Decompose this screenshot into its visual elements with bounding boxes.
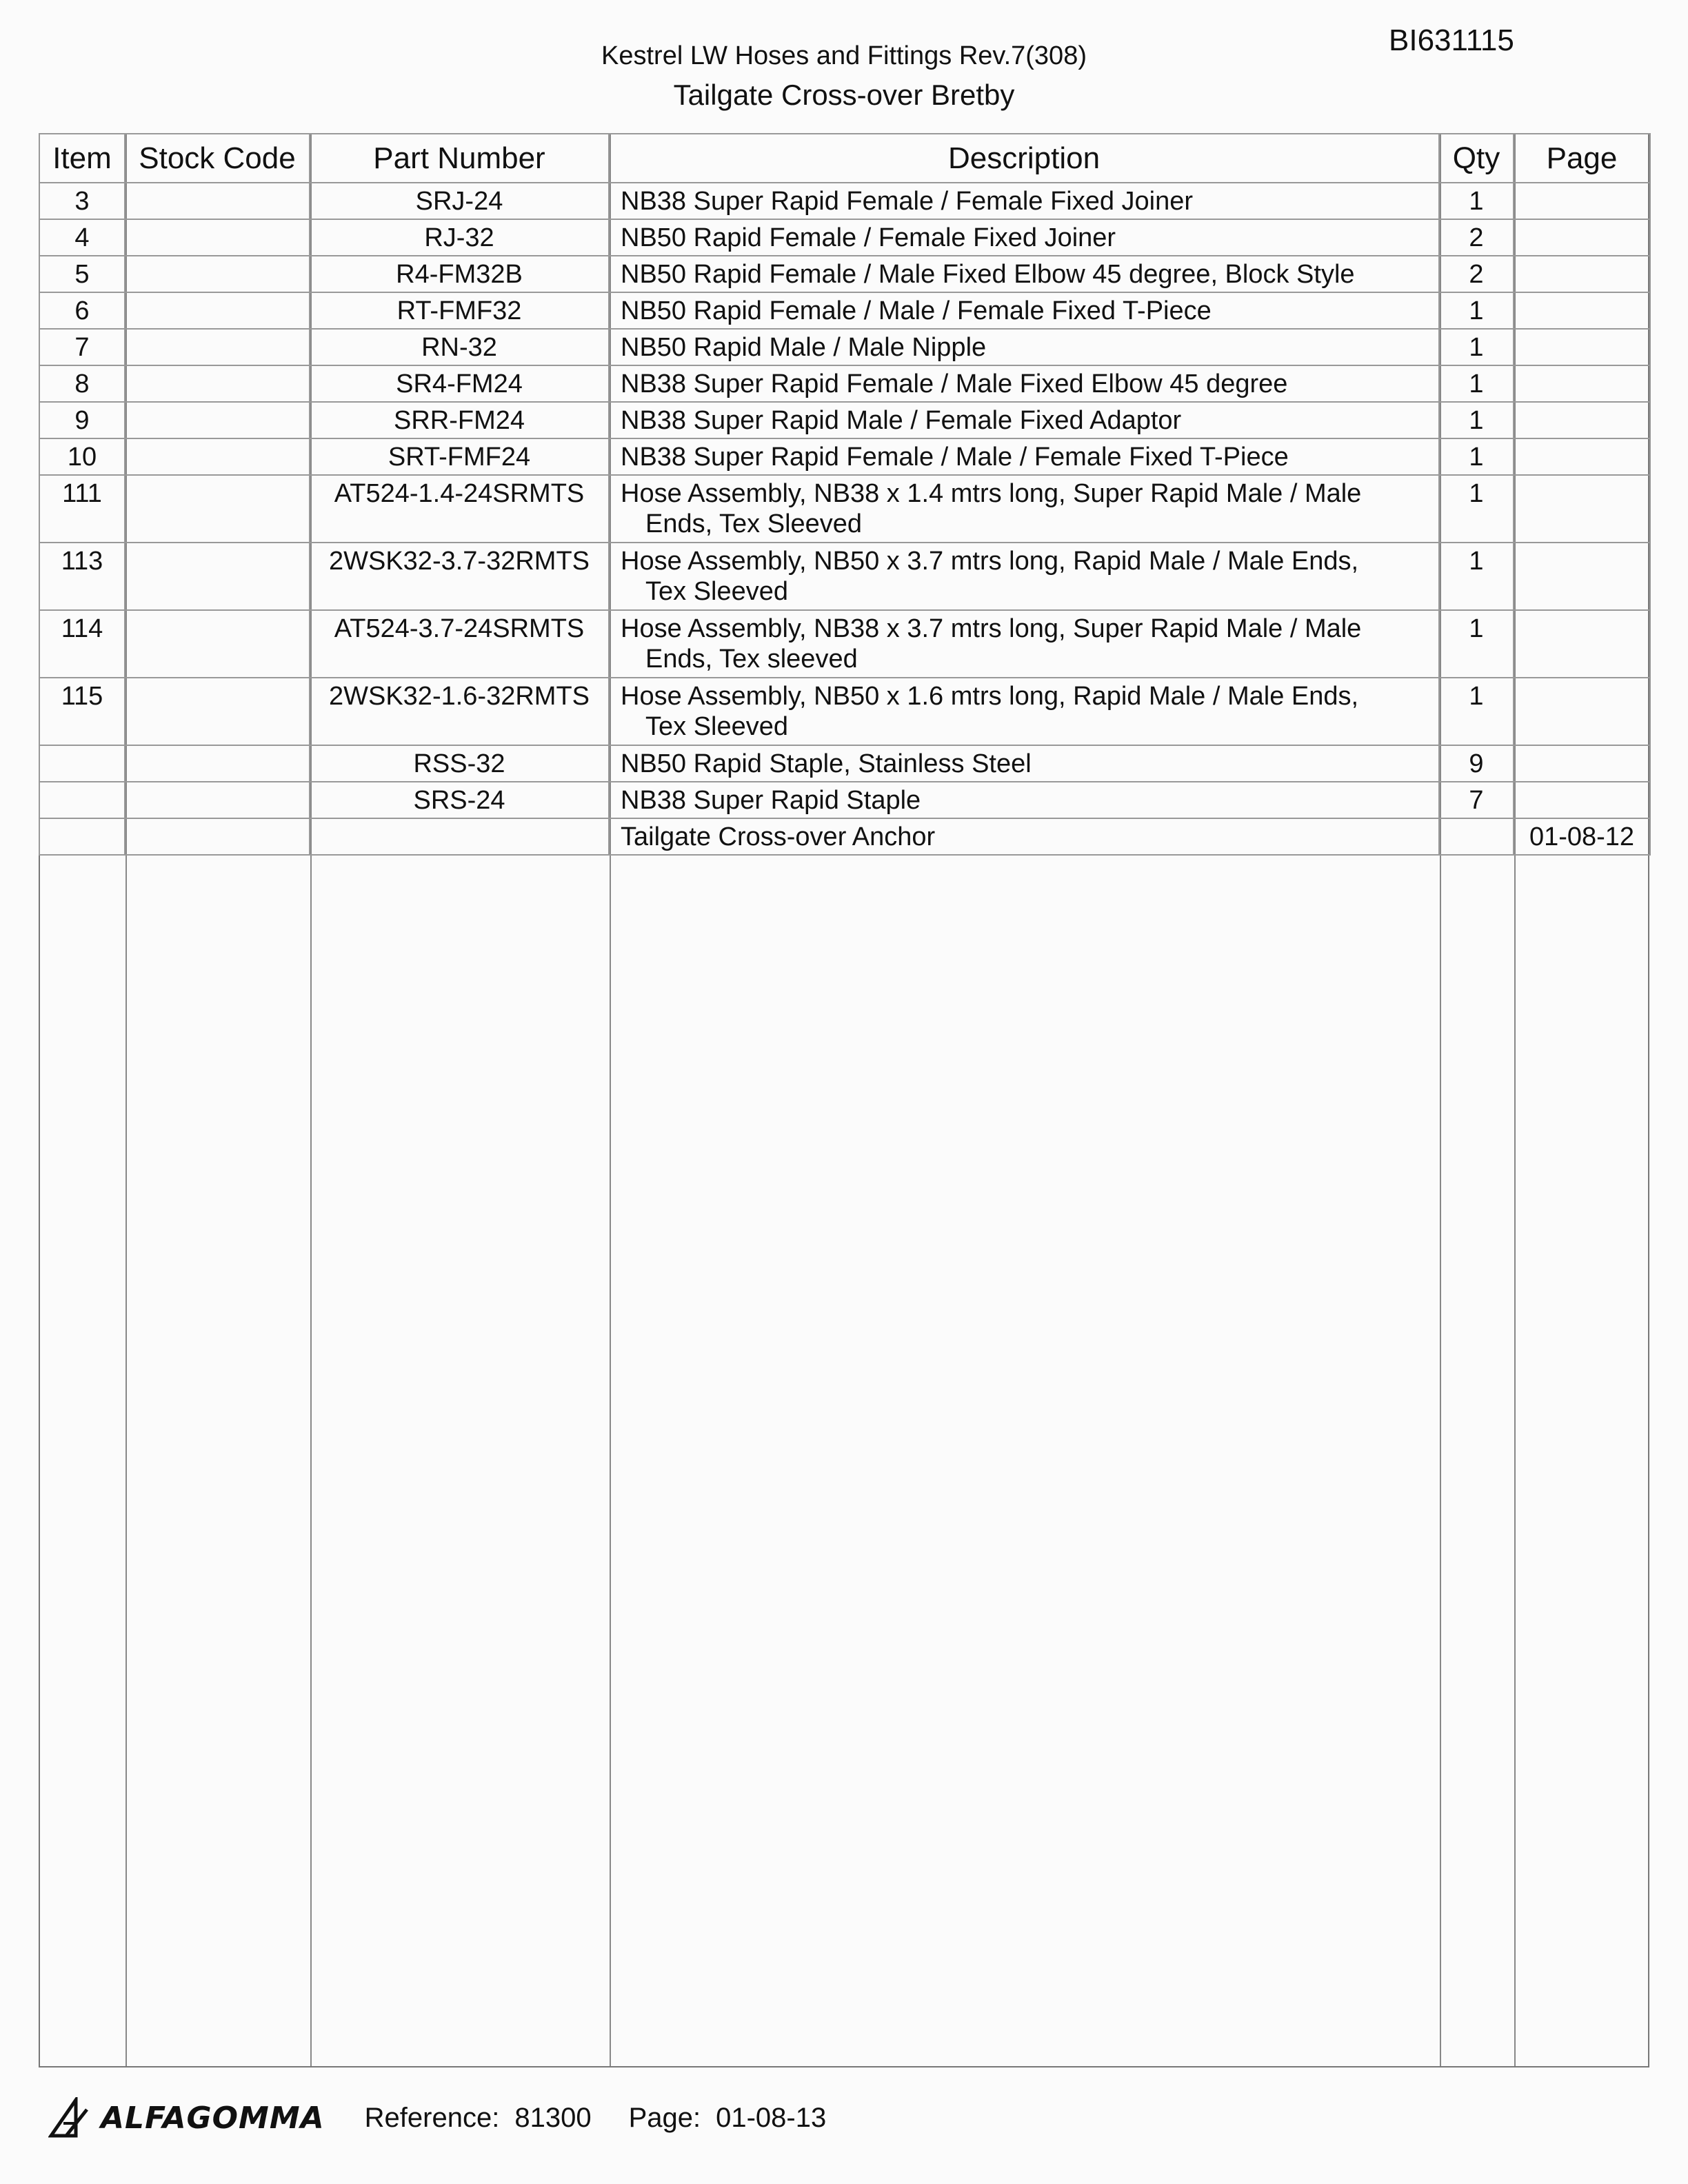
part-number-cell: SRS-24 (310, 782, 609, 818)
description-continuation: Ends, Tex sleeved (645, 645, 858, 674)
description-cell (609, 183, 1439, 219)
stock-code-cell (125, 438, 310, 475)
part-number-cell: AT524-3.7-24SRMTS (310, 610, 609, 678)
page-cell: 01-08-12 (1514, 818, 1650, 855)
page-cell (1514, 256, 1650, 292)
qty-cell: 1 (1439, 475, 1514, 543)
description-text: NB50 Rapid Female / Male / Female Fixed T-Piece (621, 296, 1212, 325)
description-cell (609, 818, 1439, 855)
qty-cell: 1 (1439, 678, 1514, 745)
description-cell (609, 610, 1439, 678)
parts-table (39, 133, 1651, 856)
qty-cell: 1 (1439, 402, 1514, 438)
qty-cell: 7 (1439, 782, 1514, 818)
description-cell (609, 402, 1439, 438)
reference-value: 81300 (514, 2102, 592, 2133)
stock-code-cell (125, 365, 310, 402)
stock-code-cell (125, 256, 310, 292)
stock-code-cell (125, 745, 310, 782)
document-title: Kestrel LW Hoses and Fittings Rev.7(308) (601, 41, 1087, 70)
page-cell (1514, 678, 1650, 745)
page-cell (1514, 610, 1650, 678)
column-header-page: Page (1514, 134, 1650, 183)
description-text: Hose Assembly, NB50 x 1.6 mtrs long, Rapid Male / Male Ends, (621, 682, 1359, 711)
part-number-cell: SR4-FM24 (310, 365, 609, 402)
table-row (39, 745, 1650, 782)
description-cell (609, 745, 1439, 782)
column-header-item: Item (39, 134, 125, 183)
table-row (39, 292, 1650, 329)
description-cell (609, 365, 1439, 402)
description-continuation: Tex Sleeved (645, 577, 789, 606)
description-text: NB38 Super Rapid Female / Female Fixed Joiner (621, 187, 1194, 216)
table-row (39, 365, 1650, 402)
item-cell: 9 (39, 402, 125, 438)
item-cell: 7 (39, 329, 125, 365)
qty-cell: 1 (1439, 365, 1514, 402)
part-number-cell: SRR-FM24 (310, 402, 609, 438)
page-label: Page: (628, 2102, 701, 2133)
stock-code-cell (125, 475, 310, 543)
part-number-cell: AT524-1.4-24SRMTS (310, 475, 609, 543)
page-cell (1514, 745, 1650, 782)
column-header-part-number: Part Number (310, 134, 609, 183)
table-row (39, 329, 1650, 365)
stock-code-cell (125, 402, 310, 438)
stock-code-cell (125, 329, 310, 365)
item-cell (39, 818, 125, 855)
logo-wordmark: ALFAGOMMA (101, 2100, 325, 2136)
qty-cell (1439, 818, 1514, 855)
page-cell (1514, 543, 1650, 610)
description-continuation: Tex Sleeved (645, 712, 789, 741)
table-row (39, 543, 1650, 610)
part-number-cell: SRJ-24 (310, 183, 609, 219)
page-cell (1514, 329, 1650, 365)
qty-cell: 1 (1439, 610, 1514, 678)
description-cell (609, 475, 1439, 543)
item-cell (39, 782, 125, 818)
stock-code-cell (125, 610, 310, 678)
part-number-cell: 2WSK32-3.7-32RMTS (310, 543, 609, 610)
page-cell (1514, 183, 1650, 219)
table-row (39, 475, 1650, 543)
item-cell (39, 745, 125, 782)
description-cell (609, 543, 1439, 610)
description-cell (609, 438, 1439, 475)
table-row (39, 256, 1650, 292)
stock-code-cell (125, 219, 310, 256)
description-text: NB50 Rapid Staple, Stainless Steel (621, 749, 1032, 778)
item-cell: 5 (39, 256, 125, 292)
description-text: Hose Assembly, NB38 x 3.7 mtrs long, Super Rapid Male / Male (621, 614, 1362, 643)
part-number-cell: R4-FM32B (310, 256, 609, 292)
table-row (39, 610, 1650, 678)
description-text: Tailgate Cross-over Anchor (621, 822, 936, 851)
item-cell: 6 (39, 292, 125, 329)
stock-code-cell (125, 292, 310, 329)
description-cell (609, 219, 1439, 256)
qty-cell: 1 (1439, 292, 1514, 329)
description-cell (609, 329, 1439, 365)
page-cell (1514, 438, 1650, 475)
item-cell: 111 (39, 475, 125, 543)
description-text: NB38 Super Rapid Male / Female Fixed Adaptor (621, 406, 1182, 435)
part-number-cell: 2WSK32-1.6-32RMTS (310, 678, 609, 745)
table-row (39, 438, 1650, 475)
table-row (39, 782, 1650, 818)
column-header-stock-code: Stock Code (125, 134, 310, 183)
document-id: BI631115 (1389, 23, 1514, 57)
alfagomma-logo (48, 2097, 325, 2138)
stock-code-cell (125, 543, 310, 610)
description-cell (609, 782, 1439, 818)
description-cell (609, 256, 1439, 292)
document-subtitle: Tailgate Cross-over Bretby (673, 79, 1015, 111)
part-number-cell (310, 818, 609, 855)
table-row (39, 402, 1650, 438)
qty-cell: 2 (1439, 256, 1514, 292)
description-text: NB50 Rapid Male / Male Nipple (621, 333, 987, 362)
column-header-description: Description (609, 134, 1439, 183)
qty-cell: 1 (1439, 543, 1514, 610)
table-row (39, 183, 1650, 219)
page-value: 01-08-13 (716, 2102, 827, 2133)
part-number-cell: RJ-32 (310, 219, 609, 256)
footer (48, 2096, 826, 2140)
qty-cell: 2 (1439, 219, 1514, 256)
part-number-cell: RN-32 (310, 329, 609, 365)
stock-code-cell (125, 183, 310, 219)
part-number-cell: SRT-FMF24 (310, 438, 609, 475)
description-text: NB38 Super Rapid Staple (621, 786, 921, 815)
description-continuation: Ends, Tex Sleeved (645, 509, 863, 538)
item-cell: 3 (39, 183, 125, 219)
page-cell (1514, 475, 1650, 543)
stock-code-cell (125, 678, 310, 745)
description-text: NB38 Super Rapid Female / Male Fixed Elbow 45 degree (621, 370, 1288, 398)
table-row (39, 219, 1650, 256)
description-text: Hose Assembly, NB50 x 3.7 mtrs long, Rapid Male / Male Ends, (621, 547, 1359, 576)
item-cell: 114 (39, 610, 125, 678)
description-text: NB38 Super Rapid Female / Male / Female Fixed T-Piece (621, 443, 1289, 472)
description-cell (609, 292, 1439, 329)
alfagomma-logo-icon (48, 2097, 91, 2138)
item-cell: 4 (39, 219, 125, 256)
item-cell: 115 (39, 678, 125, 745)
page-cell (1514, 292, 1650, 329)
reference-label: Reference: (364, 2102, 500, 2133)
description-text: NB50 Rapid Female / Female Fixed Joiner (621, 223, 1116, 252)
item-cell: 8 (39, 365, 125, 402)
table-row (39, 678, 1650, 745)
stock-code-cell (125, 782, 310, 818)
item-cell: 10 (39, 438, 125, 475)
part-number-cell: RT-FMF32 (310, 292, 609, 329)
item-cell: 113 (39, 543, 125, 610)
column-header-qty: Qty (1439, 134, 1514, 183)
stock-code-cell (125, 818, 310, 855)
page-cell (1514, 219, 1650, 256)
page-cell (1514, 365, 1650, 402)
page-cell (1514, 402, 1650, 438)
description-text: NB50 Rapid Female / Male Fixed Elbow 45 degree, Block Style (621, 260, 1355, 289)
page-cell (1514, 782, 1650, 818)
part-number-cell: RSS-32 (310, 745, 609, 782)
qty-cell: 9 (1439, 745, 1514, 782)
table-row (39, 818, 1650, 855)
description-cell (609, 678, 1439, 745)
qty-cell: 1 (1439, 183, 1514, 219)
qty-cell: 1 (1439, 438, 1514, 475)
table-header-row (39, 134, 1650, 183)
qty-cell: 1 (1439, 329, 1514, 365)
description-text: Hose Assembly, NB38 x 1.4 mtrs long, Super Rapid Male / Male (621, 479, 1362, 508)
